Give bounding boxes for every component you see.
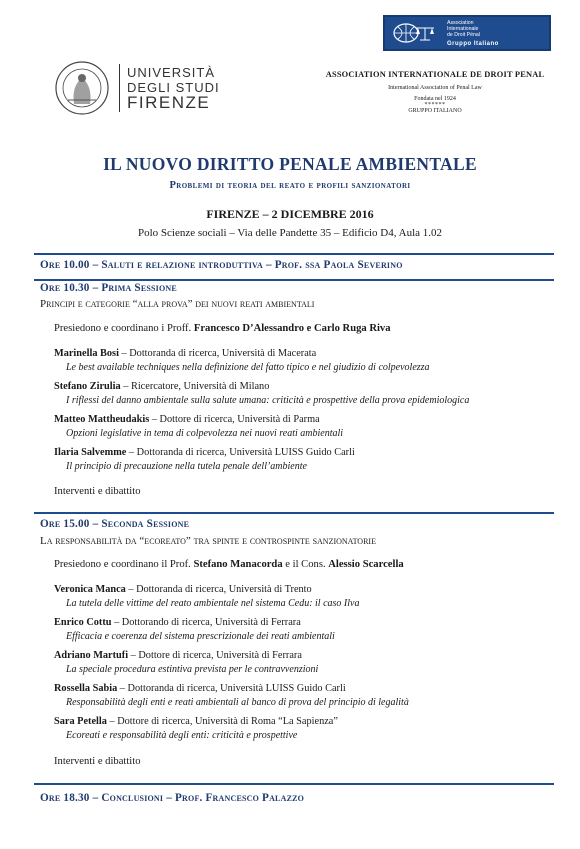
association-group: GRUPPO ITALIANO — [408, 108, 462, 114]
talk-title: La speciale procedura estintiva prevista per le contravvenzioni — [66, 664, 319, 675]
aidp-logo-line: de Droit Pénal — [447, 32, 480, 38]
opening-session: Ore 10.00 – Saluti e relazione introduttiva – Prof. ssa Paola Severino — [40, 259, 403, 271]
speaker-item — [54, 380, 469, 408]
section-divider — [34, 279, 554, 281]
association-stars: ****** — [424, 102, 446, 108]
speaker-name: Marinella Bosi — [54, 348, 119, 359]
speaker-item — [54, 715, 338, 743]
aidp-logo-group: Gruppo Italiano — [447, 41, 499, 47]
university-seal-icon — [54, 60, 110, 116]
aidp-logo-text — [447, 20, 547, 38]
talk-title: Efficacia e coerenza del sistema prescrizionale dei reati ambientali — [66, 631, 335, 642]
chair-names: Alessio Scarcella — [328, 559, 404, 570]
session1-discussion: Interventi e dibattito — [54, 486, 141, 497]
speaker-role: – Dottoranda di ricerca, Università LUISS Guido Carli — [117, 683, 346, 694]
unifi-divider — [119, 64, 120, 112]
speaker-name: Veronica Manca — [54, 584, 126, 595]
chair-names: Stefano Manacorda — [193, 559, 283, 570]
page-title: IL NUOVO DIRITTO PENALE AMBIENTALE — [103, 154, 477, 174]
speaker-role: – Dottore di ricerca, Università di Ferrara — [128, 650, 302, 661]
talk-title: La tutela delle vittime del reato ambientale nel sistema Cedu: il caso Ilva — [66, 598, 360, 609]
speaker-name: Enrico Cottu — [54, 617, 112, 628]
unifi-line: DEGLI STUDI — [127, 80, 220, 95]
session2-header: Ore 15.00 – Seconda Sessione — [40, 518, 190, 530]
speaker-item — [54, 347, 430, 375]
speaker-item — [54, 446, 355, 474]
aidp-logo — [383, 15, 551, 51]
session2-discussion: Interventi e dibattito — [54, 756, 141, 767]
chair-prefix: Presiedono e coordinano i Proff. — [54, 323, 194, 334]
speaker-item — [54, 682, 409, 710]
unifi-line: FIRENZE — [127, 93, 211, 112]
speaker-role: – Dottoranda di ricerca, Università di Macerata — [118, 348, 317, 359]
talk-title: Ecoreati e responsabilità degli enti: criticità e prospettive — [66, 730, 298, 741]
speaker-name: Stefano Zirulia — [54, 381, 121, 392]
speaker-role: – Dottore di ricerca, Università di Parma — [149, 414, 320, 425]
event-date: FIRENZE – 2 DICEMBRE 2016 — [206, 207, 374, 221]
speaker-role: – Dottorando di ricerca, Università di Ferrara — [111, 617, 301, 628]
closing-session: Ore 18.30 – Conclusioni – Prof. Francesco Palazzo — [40, 792, 305, 804]
session1-chairs — [54, 323, 391, 334]
speaker-name: Rossella Sabia — [54, 683, 118, 694]
section-divider — [34, 253, 554, 255]
speaker-name: Matteo Mattheudakis — [54, 414, 150, 425]
talk-title: Le best available techniques nella definizione del fatto tipico e nel giudizio di colpevolezza — [66, 362, 430, 373]
talk-title: I riflessi del danno ambientale sulla salute umana: criticità e prospettive della prova epidemiologica — [66, 395, 470, 406]
speaker-name: Ilaria Salvemme — [54, 447, 127, 458]
globe-scale-icon — [390, 22, 438, 44]
association-founded: Fondata nel 1924 — [414, 96, 456, 102]
association-block — [300, 70, 570, 114]
talk-title: Opzioni legislative in tema di colpevolezza nei nuovi reati ambientali — [66, 428, 344, 439]
speaker-role: – Dottoranda di ricerca, Università LUISS Guido Carli — [126, 447, 355, 458]
aidp-logo-line: Internationale — [447, 26, 479, 32]
chair-prefix: Presiedono e coordinano il Prof. — [54, 559, 194, 570]
page-subtitle: Problemi di teoria del reato e profili sanzionatori — [169, 180, 411, 191]
session2-topic: La responsabilità da “ecoreato” tra spinte e controspinte sanzionatorie — [40, 535, 376, 547]
chair-connector: e il Cons. — [282, 559, 329, 570]
chair-names: Francesco D’Alessandro e Carlo Ruga Riva — [193, 323, 391, 334]
section-divider — [34, 512, 554, 514]
section-divider — [34, 783, 554, 785]
speaker-item — [54, 583, 359, 611]
session1-topic: Principi e categorie “alla prova” dei nuovi reati ambientali — [40, 298, 315, 310]
event-venue: Polo Scienze sociali – Via delle Pandette 35 – Edificio D4, Aula 1.02 — [137, 227, 443, 239]
session1-header: Ore 10.30 – Prima Sessione — [40, 282, 177, 294]
session2-chairs — [54, 559, 404, 570]
speaker-role: – Dottoranda di ricerca, Università di Trento — [125, 584, 312, 595]
speaker-role: – Dottore di ricerca, Università di Roma “La Sapienza” — [106, 716, 338, 727]
unifi-wordmark — [127, 65, 220, 110]
speaker-item — [54, 649, 318, 677]
speaker-name: Adriano Martufi — [54, 650, 129, 661]
talk-title: Responsabilità degli enti e reati ambientali al banco di prova del principio di legalità — [66, 697, 409, 708]
association-title: ASSOCIATION INTERNATIONALE DE DROIT PENAL — [325, 70, 545, 79]
speaker-item — [54, 413, 343, 441]
association-subtitle: International Association of Penal Law — [388, 85, 482, 91]
talk-title: Il principio di precauzione nella tutela penale dell’ambiente — [66, 461, 307, 472]
aidp-logo-line: Association — [447, 20, 474, 26]
speaker-name: Sara Petella — [54, 716, 107, 727]
speaker-role: – Ricercatore, Università di Milano — [120, 381, 270, 392]
speaker-item — [54, 616, 335, 644]
unifi-line: UNIVERSITÀ — [127, 65, 216, 80]
